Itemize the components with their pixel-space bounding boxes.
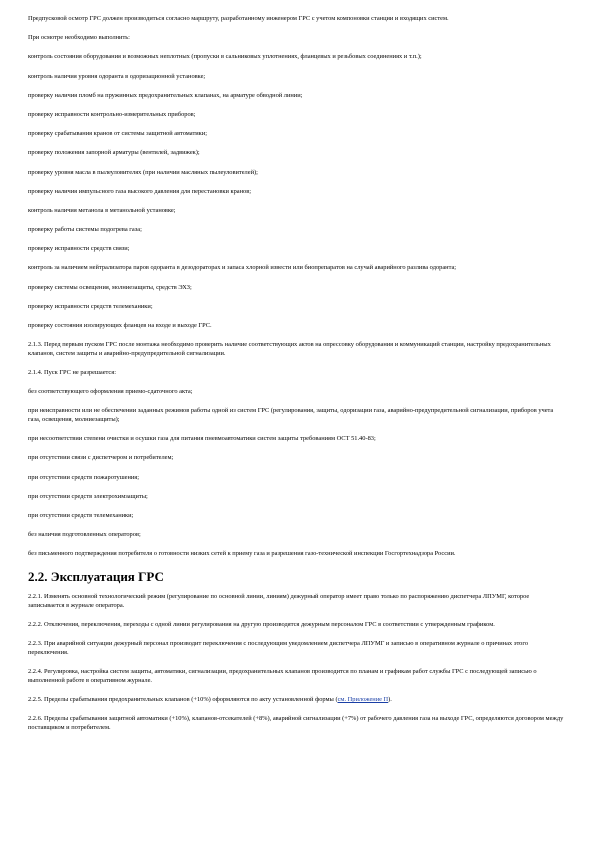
paragraph-text: 2.2.5. Пределы срабатывания предохранительных клапанов (+10%) оформляются по акту установленной формы ( xyxy=(28,695,338,703)
paragraph-with-link xyxy=(28,696,567,705)
list-item: проверку положения запорной арматуры (вентилей, задвижек); xyxy=(28,149,200,157)
paragraph: 2.2.4. Регулировка, настройка систем защиты, автоматики, сигнализации, предохранительных клапанов производится по планам и графикам работ службы ГРС с последующей записью о выполненной работе в оперативном журнале. xyxy=(28,668,537,684)
list-item: проверку работы системы подогрева газа; xyxy=(28,226,142,234)
list-item: проверку наличия пломб на пружинных предохранительных клапанах, на арматуре обводной линии; xyxy=(28,91,303,99)
paragraph: 2.2.1. Изменять основной технологический режим (регулирование по основной линии, линиям) дежурный оператор имеет право только по распоряжению диспетчера ЛПУМГ, которое записывается в журнале оператора. xyxy=(28,593,530,610)
list-item: проверку исправности контрольно-измерительных приборов; xyxy=(28,110,196,118)
list-item: проверку срабатывания кранов от системы защитной автоматики; xyxy=(28,130,207,138)
list-item: без соответствующего оформления приемо-сдаточного акта; xyxy=(28,388,193,396)
list-item: при отсутствии средств пожаротушения; xyxy=(28,473,140,481)
list-item: проверку наличия импульсного газа высокого давления для перестановки кранов; xyxy=(28,187,252,195)
list-item: контроль наличия уровня одоранта в одоризационной установке; xyxy=(28,72,206,80)
paragraph: 2.2.3. При аварийной ситуации дежурный персонал производит переключения с последующим уведомлением диспетчера ЛПУМГ и записью в оперативном журнале о причинах этого переключения. xyxy=(28,640,529,656)
list-item: проверку состояния изолирующих фланцев на входе и выходе ГРС. xyxy=(28,322,212,329)
list-item: контроль за наличием нейтрализатора паров одоранта в дезодораторах и запаса хлорной извести или биопрепаратов на случай аварийного разлива одоранта; xyxy=(28,264,457,272)
list-item: контроль наличия метанола в метанольной установке; xyxy=(28,206,176,214)
list-item: без письменного подтверждения потребителя о готовности низких сетей к приему газа и разрешения газо-технической инспекции Госгортехнадзора России. xyxy=(28,550,456,558)
paragraph: При осмотре необходимо выполнить: xyxy=(28,34,130,42)
paragraph: 2.1.3. Перед первым пуском ГРС после монтажа необходимо проверить наличие соответствующих актов на опрессовку оборудования и коммуникаций станции, настройку предохранительных клапанов, систем защиты и аварийно-предупредительной сигнализации. xyxy=(28,341,551,357)
paragraph: 2.1.4. Пуск ГРС не разрешается: xyxy=(28,368,116,376)
section-heading: 2.2. Эксплуатация ГРС xyxy=(28,569,164,585)
paragraph: Предпусковой осмотр ГРС должен производиться согласно маршруту, разработанному инженером ГРС с учетом компоновки станции и входящих систем. xyxy=(28,15,449,22)
list-item: контроль состояния оборудования и возможных неплотных (пропуски в сальниковых уплотнениях, фланцевых и резьбовых соединениях и т.п.); xyxy=(28,53,422,61)
list-item: проверку исправности средств телемеханики; xyxy=(28,302,153,310)
paragraph: 2.2.6. Пределы срабатывания защитной автоматики (+10%), клапанов-отсекателей (+8%), аварийной сигнализации (+7%) от рабочего давления газа на выходе ГРС, определяются договором между поставщиком и потребителем. xyxy=(28,715,564,731)
list-item: проверку системы освещения, молниезащиты, средств ЭХЗ; xyxy=(28,283,192,291)
list-item: без наличия подготовленных операторов; xyxy=(28,531,141,539)
paragraph-text-end: ). xyxy=(388,695,392,703)
list-item: при отсутствии связи с диспетчером и потребителем; xyxy=(28,454,174,462)
list-item: при отсутствии средств телемеханики; xyxy=(28,511,134,519)
list-item: проверку исправности средств связи; xyxy=(28,245,130,253)
paragraph: 2.2.2. Отключения, переключения, переходы с одной линии регулирования на другую производятся дежурным персоналом ГРС в соответствии с утвержденным графиком. xyxy=(28,621,495,629)
list-item: при несоответствии степени очистки и осушки газа для питания пневмоавтоматики систем защиты требованиям ОСТ 51.40-83; xyxy=(28,435,376,443)
appendix-link[interactable]: см. Приложение П xyxy=(337,695,389,703)
list-item: при отсутствии средств электрохимзащиты; xyxy=(28,492,148,500)
list-item: проверку уровня масла в пылеуловителях (при наличии масляных пылеуловителей); xyxy=(28,168,258,176)
list-item: при неисправности или не обеспечении заданных режимов работы одной из систем ГРС (регулирования, защиты, одоризации газа, аварийно-предупредительной сигнализации, приборов учета газа, освещения, молниезащиты); xyxy=(28,407,554,423)
